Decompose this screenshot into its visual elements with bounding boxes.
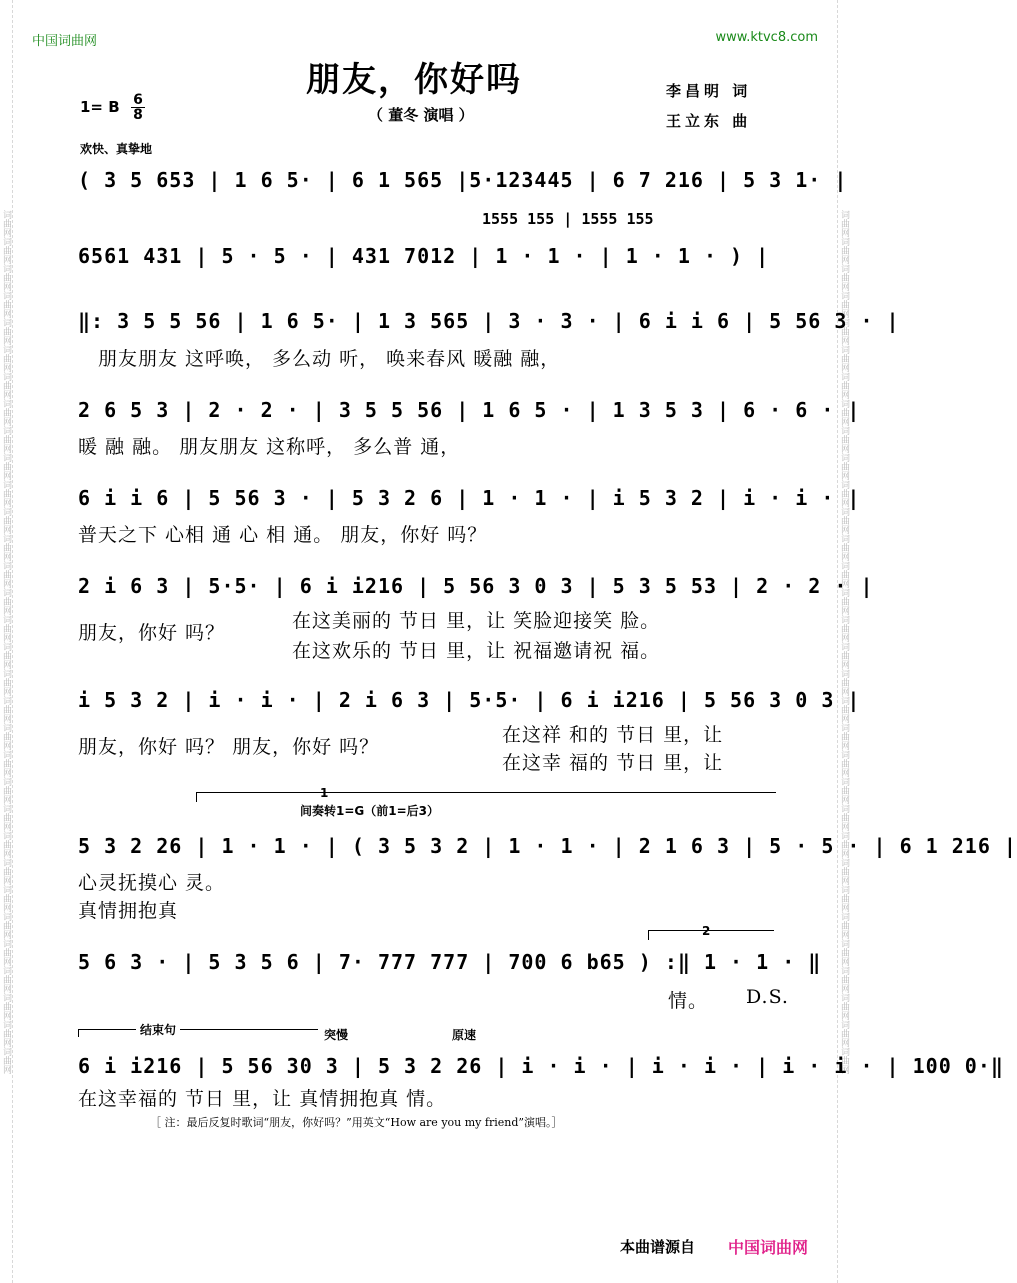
score-line-10: 6 i i216 | 5 56 30 3 | 5 3 2 26 | i · i · | i · i · | i · i · | 100 0·‖ xyxy=(78,1054,1004,1078)
right-watermark-strip: 词曲网词曲网词曲网词曲网词曲网词曲网词曲网词曲网词曲网词曲网词曲网词曲网词曲网词曲网词曲网词曲网词曲网词曲网词曲网词曲网词曲网词曲网词曲网词曲网词曲网词曲网词曲网词曲网词曲网词曲网词曲网词曲网 xyxy=(837,0,850,1283)
site-url[interactable]: www.ktvc8.com xyxy=(715,30,818,45)
key-signature: 1= B xyxy=(80,98,120,116)
left-watermark-strip: 词曲网词曲网词曲网词曲网词曲网词曲网词曲网词曲网词曲网词曲网词曲网词曲网词曲网词曲网词曲网词曲网词曲网词曲网词曲网词曲网词曲网词曲网词曲网词曲网词曲网词曲网词曲网词曲网词曲网词曲网词曲网词曲网 xyxy=(0,0,13,1283)
score-line-2-upper: 1555 155 | 1555 155 xyxy=(482,210,654,228)
performance-note: ［ 注：最后反复时歌词“朋友，你好吗？”用英文“How are you my friend”演唱。］ xyxy=(150,1116,563,1129)
dal-segno-marking: D.S. xyxy=(746,986,789,1008)
site-name-left[interactable]: 中国词曲网 xyxy=(32,34,98,49)
song-title: 朋友，你好吗 xyxy=(306,60,522,100)
verse-2-line-6: 在这欢乐的 节日 里，让 祝福邀请祝 福。 xyxy=(292,640,661,662)
footer-brand-link[interactable]: 中国词曲网 xyxy=(728,1238,809,1257)
verse-2-line-7: 在这幸 福的 节日 里，让 xyxy=(502,752,724,774)
volta-2-bracket xyxy=(648,930,774,931)
score-line-6: 2 i 6 3 | 5·5· | 6 i i216 | 5 56 3 0 3 | 5 3 5 53 | 2 · 2 · | xyxy=(78,574,874,598)
composer-credit: 王立东 曲 xyxy=(666,112,752,130)
lyric-line-9: 情。 xyxy=(668,990,709,1012)
score-line-5: 6 i i 6 | 5 56 3 · | 5 3 2 6 | 1 · 1 · | i 5 3 2 | i · i · | xyxy=(78,486,861,510)
original-tempo-marking: 原速 xyxy=(452,1028,477,1042)
ending-tick xyxy=(78,1029,79,1037)
lyric-line-5: 普天之下 心相 通 心 相 通。 朋友，你好 吗？ xyxy=(78,524,488,546)
volta-1-tick xyxy=(196,792,197,802)
score-line-4: 2 6 5 3 | 2 · 2 · | 3 5 5 56 | 1 6 5 · | 1 3 5 3 | 6 · 6 · | xyxy=(78,398,861,422)
score-line-8: 5 3 2 26 | 1 · 1 · | ( 3 5 3 2 | 1 · 1 · | 2 1 6 3 | 5 · 5 · | 6 1 216 | xyxy=(78,834,1017,858)
score-line-2: 6561 431 | 5 · 5 · | 431 7012 | 1 · 1 · | 1 · 1 · ) | xyxy=(78,244,770,268)
score-line-1: ( 3 5 653 | 1 6 5· | 6 1 565 |5·123445 | 6 7 216 | 5 3 1· | xyxy=(78,168,848,192)
lyric-line-10: 在这幸福的 节日 里，让 真情拥抱真 情。 xyxy=(78,1088,447,1110)
lyricist-credit: 李昌明 词 xyxy=(666,82,752,100)
volta-2-number: 2 xyxy=(702,924,711,938)
tempo-marking: 欢快、真挚地 xyxy=(80,142,153,156)
volta-2-tick xyxy=(648,930,649,940)
time-denominator: 8 xyxy=(131,107,145,122)
volta-1-bracket xyxy=(196,792,776,793)
lyric-line-3: 朋友朋友 这呼唤， 多么动 听， 唤来春风 暖融 融， xyxy=(98,348,561,370)
score-line-9: 5 6 3 · | 5 3 5 6 | 7· 777 777 | 700 6 b65 ) :‖ 1 · 1 · ‖ xyxy=(78,950,822,974)
score-line-3: ‖: 3 5 5 56 | 1 6 5· | 1 3 565 | 3 · 3 · | 6 i i 6 | 5 56 3 · | xyxy=(78,309,900,333)
volta-1-number: 1 xyxy=(320,786,329,800)
score-line-7: i 5 3 2 | i · i · | 2 i 6 3 | 5·5· | 6 i i216 | 5 56 3 0 3 | xyxy=(78,688,861,712)
lyric-line-8-verse-2: 真情拥抱真 xyxy=(78,900,179,922)
slow-down-marking: 突慢 xyxy=(324,1028,349,1042)
interlude-marking: 间奏转1=G（前1=后3） xyxy=(300,804,440,818)
performer: （ 董冬 演唱 ） xyxy=(368,106,474,124)
time-numerator: 6 xyxy=(133,92,143,108)
lyric-line-8-verse-1: 心灵抚摸心 灵。 xyxy=(78,872,226,894)
verse-1-line-7: 在这祥 和的 节日 里，让 xyxy=(502,724,724,746)
time-signature xyxy=(131,93,145,122)
ending-label: 结束句 xyxy=(136,1021,180,1038)
ending-bracket xyxy=(78,1029,318,1030)
verse-1-line-6: 在这美丽的 节日 里，让 笑脸迎接笑 脸。 xyxy=(292,610,661,632)
lyric-line-7: 朋友，你好 吗？ 朋友，你好 吗？ xyxy=(78,736,380,758)
lyric-line-6: 朋友，你好 吗？ xyxy=(78,622,226,644)
footer-source-label: 本曲谱源自 xyxy=(620,1238,696,1256)
lyric-line-4: 暖 融 融。 朋友朋友 这称呼， 多么普 通， xyxy=(78,436,461,458)
